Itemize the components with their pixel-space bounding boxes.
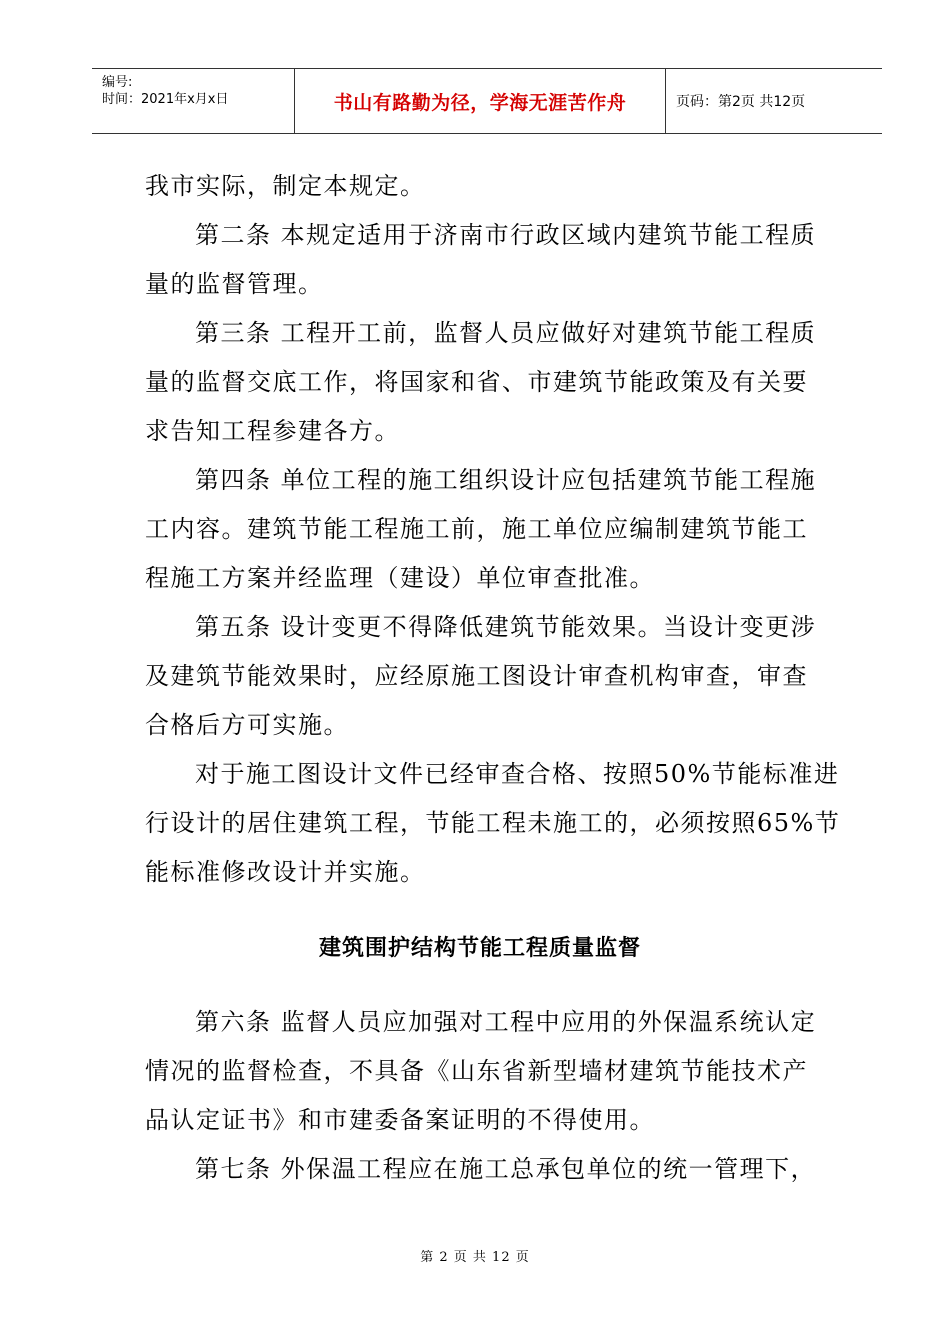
page-footer: 第 2 页 共 12 页	[420, 1250, 530, 1265]
document-date: 时间：2021年x月x日	[102, 92, 229, 107]
header-motto-cell	[294, 69, 666, 133]
article-6: 第六条 监督人员应加强对工程中应用的外保温系统认定	[195, 1008, 817, 1036]
body-line: 程施工方案并经监理（建设）单位审查批准。	[145, 564, 655, 592]
header-page-info: 页码：第2页 共12页	[676, 94, 806, 110]
article-5: 第五条 设计变更不得降低建筑节能效果。当设计变更涉	[195, 613, 817, 641]
body-line: 能标准修改设计并实施。	[145, 858, 426, 886]
section-title: 建筑围护结构节能工程质量监督	[318, 936, 641, 961]
article-5-supplement: 对于施工图设计文件已经审查合格、按照50%节能标准进	[195, 760, 840, 788]
body-line: 我市实际，制定本规定。	[145, 172, 426, 200]
article-4: 第四条 单位工程的施工组织设计应包括建筑节能工程施	[195, 466, 817, 494]
header-motto: 书山有路勤为径，学海无涯苦作舟	[333, 91, 627, 114]
body-line: 量的监督交底工作，将国家和省、市建筑节能政策及有关要	[145, 368, 808, 396]
body-line: 合格后方可实施。	[145, 711, 349, 739]
body-line: 求告知工程参建各方。	[145, 417, 400, 445]
body-line: 及建筑节能效果时，应经原施工图设计审查机构审查，审查	[145, 662, 808, 690]
body-line: 行设计的居住建筑工程，节能工程未施工的，必须按照65%节	[145, 809, 841, 837]
body-line: 量的监督管理。	[145, 270, 324, 298]
body-line: 情况的监督检查，不具备《山东省新型墙材建筑节能技术产	[145, 1057, 808, 1085]
page-header	[92, 68, 882, 134]
header-page-info-cell	[666, 69, 882, 133]
article-2: 第二条 本规定适用于济南市行政区域内建筑节能工程质	[195, 221, 817, 249]
body-line: 工内容。建筑节能工程施工前，施工单位应编制建筑节能工	[145, 515, 808, 543]
header-meta	[92, 69, 294, 133]
article-7: 第七条 外保温工程应在施工总承包单位的统一管理下，	[195, 1155, 817, 1183]
document-body	[145, 162, 841, 1194]
article-3: 第三条 工程开工前，监督人员应做好对建筑节能工程质	[195, 319, 817, 347]
body-line: 品认定证书》和市建委备案证明的不得使用。	[145, 1106, 655, 1134]
document-number-label: 编号:	[102, 75, 133, 90]
